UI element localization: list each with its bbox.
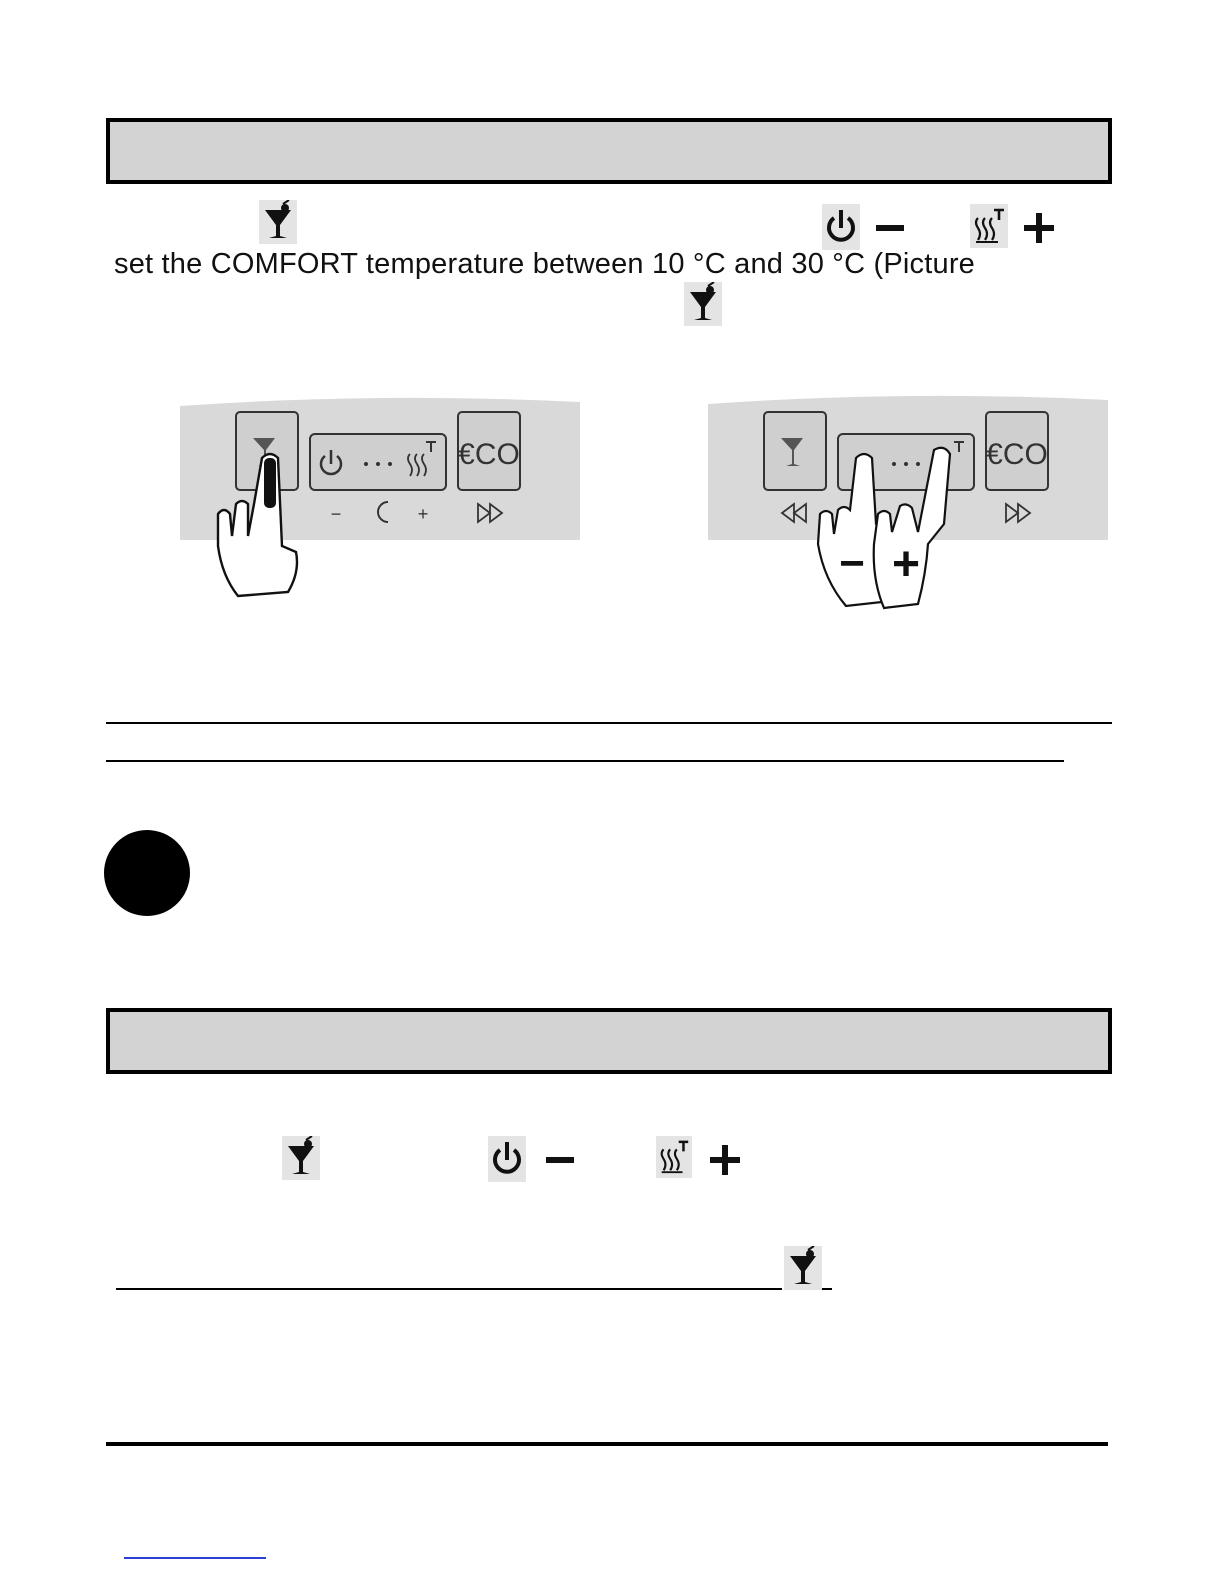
comfort-instruction-text: set the COMFORT temperature between 10 °C and 30 °C (Picture xyxy=(114,248,976,280)
cocktail-glass-icon xyxy=(784,1246,822,1290)
underline xyxy=(116,1288,782,1290)
eco-label: €CO xyxy=(986,438,1048,471)
steam-tap-icon xyxy=(656,1136,692,1178)
cocktail-glass-icon xyxy=(282,1136,320,1180)
section-header-second xyxy=(106,1008,1112,1074)
footer-link-underline[interactable] xyxy=(124,1557,266,1559)
cocktail-glass-icon xyxy=(259,200,297,244)
plus-icon xyxy=(1024,213,1054,243)
minus-icon xyxy=(546,1157,574,1163)
divider-line xyxy=(106,760,1064,762)
hand-plus-label: + xyxy=(891,538,921,591)
power-icon xyxy=(488,1136,526,1182)
footer-divider xyxy=(106,1442,1108,1446)
figure-panel-press-comfort xyxy=(178,396,582,602)
minus-icon xyxy=(876,225,904,231)
cocktail-glass-icon xyxy=(684,282,722,326)
divider-line xyxy=(106,722,1112,724)
hand-minus-label: − xyxy=(839,539,865,588)
info-bullet-icon xyxy=(104,830,190,916)
plus-label: + xyxy=(417,504,429,524)
comfort-button xyxy=(764,412,826,490)
section-header-comfort xyxy=(106,118,1112,184)
underline xyxy=(822,1288,832,1290)
figure-panel-adjust-temperature xyxy=(706,394,1110,612)
steam-tap-icon xyxy=(970,204,1008,248)
power-icon xyxy=(822,204,860,250)
minus-label: − xyxy=(330,504,342,524)
plus-icon xyxy=(710,1145,740,1175)
eco-label: €CO xyxy=(458,438,520,471)
